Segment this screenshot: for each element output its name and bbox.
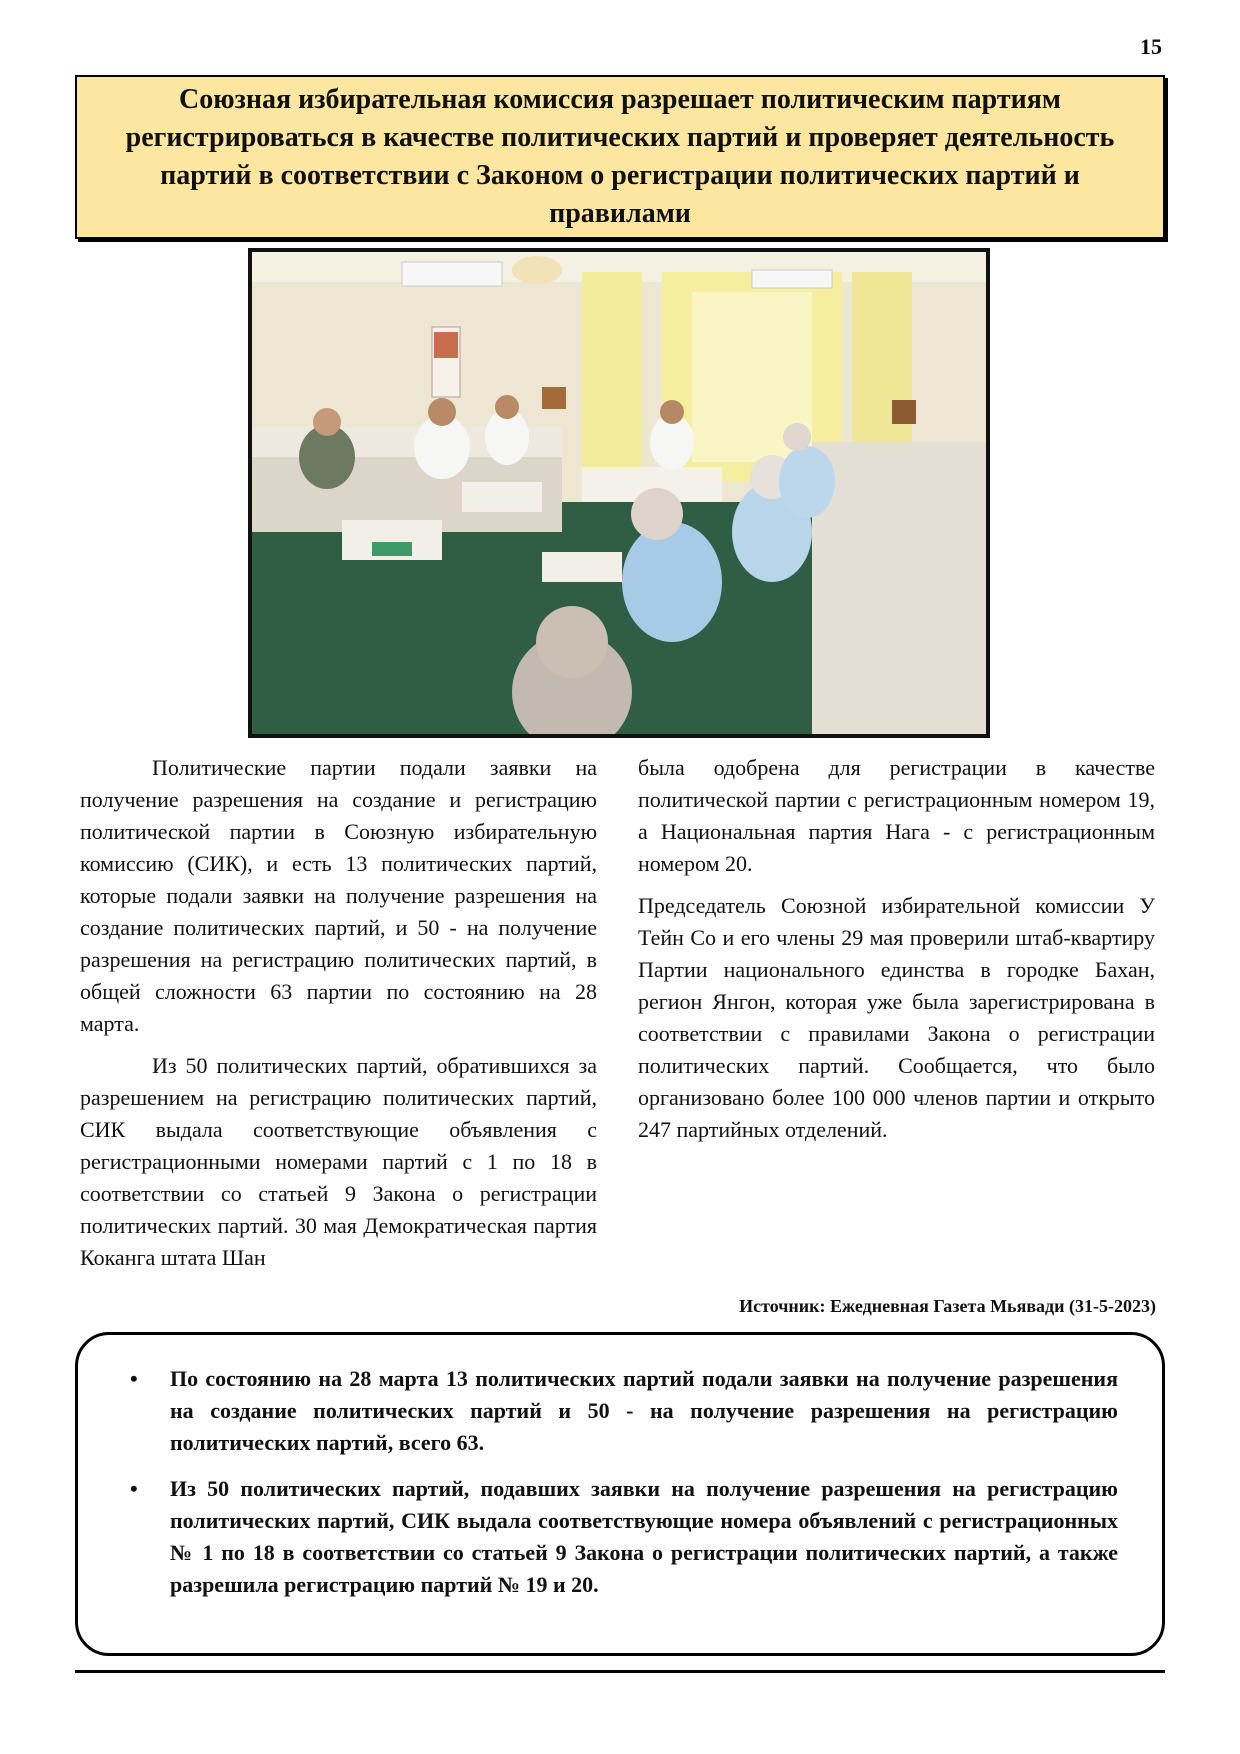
summary-item	[130, 1473, 1118, 1601]
summary-item	[130, 1363, 1118, 1459]
article-paragraph: Из 50 политических партий, обратившихся за разрешением на регистрацию политических партий, СИК выдала соответствующие объявления с регистрационными номерами партий с 1 по 18 в соответствии со статьей 9 Закона о регистрации политических партий. 30 мая Демократическая партия Коканга штата Шан	[80, 1053, 597, 1270]
summary-item-text: По состоянию на 28 марта 13 политических партий подали заявки на получение разрешения на создание политических партий и 50 - на получение разрешения на регистрацию политических партий, всего 63.	[170, 1366, 1118, 1455]
article-paragraph: была одобрена для регистрации в качестве политической партии с регистрационным номером 19, а Национальная партия Нага - с регистрационным номером 20.	[638, 755, 1155, 876]
summary-box	[75, 1332, 1165, 1656]
article-column-right	[638, 752, 1155, 1156]
title-banner	[75, 75, 1165, 239]
article-paragraph: Председатель Союзной избирательной комиссии У Тейн Со и его члены 29 мая проверили штаб-квартиру Партии национального единства в городке Бахан, регион Янгон, которая уже была зарегистрирована в соответствии с правилами Закона о регистрации политических партий. Сообщается, что было организовано более 100 000 членов партии и открыто 247 партийных отделений.	[638, 893, 1155, 1142]
page-number: 15	[1140, 34, 1162, 59]
meeting-room-photo	[248, 248, 990, 738]
photo-illustration	[252, 252, 986, 734]
summary-list	[130, 1363, 1118, 1601]
page-title: Союзная избирательная комиссия разрешает политическим партиям регистрироваться в качестве политических партий и проверяет деятельность партий в соответствии с Законом о регистрации политических партий и правилами	[125, 84, 1115, 229]
article-paragraph: Политические партии подали заявки на получение разрешения на создание и регистрацию политической партии в Союзную избирательную комиссию (СИК), и есть 13 политических партий, которые подали заявки на получение разрешения на создание политических партий, и 50 - на получение разрешения на регистрацию политических партий, в общей сложности 63 партии по состоянию на 28 марта.	[80, 755, 597, 1036]
article-column-left	[80, 752, 597, 1284]
bottom-divider	[75, 1670, 1165, 1673]
summary-item-text: Из 50 политических партий, подавших заявки на получение разрешения на регистрацию политических партий, СИК выдала соответствующие номера объявлений с регистрационных № 1 по 18 в соответствии со статьей 9 Закона о регистрации политических партий, а также разрешила регистрацию партий № 19 и 20.	[170, 1476, 1118, 1597]
source-credit: Источник: Ежедневная Газета Мьявади (31-5-2023)	[739, 1296, 1156, 1316]
bullet-icon: •	[130, 1476, 138, 1501]
bullet-icon: •	[130, 1366, 138, 1391]
